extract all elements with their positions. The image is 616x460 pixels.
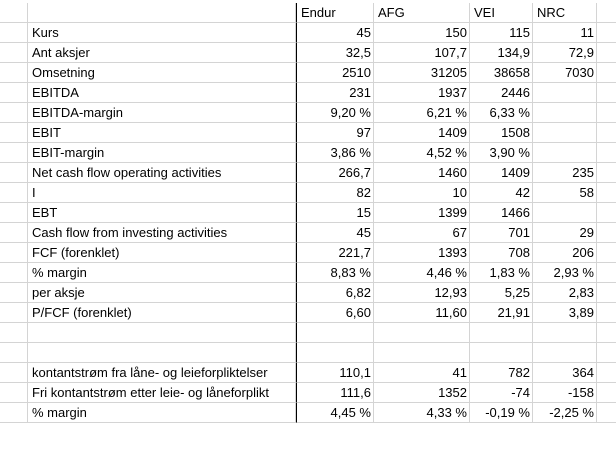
row-label[interactable]: EBIT <box>28 123 296 143</box>
cell-empty[interactable] <box>533 323 597 343</box>
cell-empty[interactable] <box>0 63 28 83</box>
value-cell[interactable]: 1,83 % <box>470 263 533 283</box>
cell-empty[interactable] <box>0 103 28 123</box>
row-label[interactable]: kontantstrøm fra låne- og leieforpliktelser <box>28 363 296 383</box>
value-cell[interactable]: 1508 <box>470 123 533 143</box>
value-cell[interactable]: 4,52 % <box>374 143 470 163</box>
cell-empty[interactable] <box>0 163 28 183</box>
value-cell[interactable]: -74 <box>470 383 533 403</box>
value-cell[interactable]: 11 <box>533 23 597 43</box>
cell-empty[interactable] <box>597 403 616 423</box>
value-cell[interactable]: 134,9 <box>470 43 533 63</box>
value-cell[interactable]: 10 <box>374 183 470 203</box>
row-label[interactable]: P/FCF (forenklet) <box>28 303 296 323</box>
value-cell[interactable]: 6,82 <box>296 283 374 303</box>
value-cell[interactable]: 3,90 % <box>470 143 533 163</box>
row-label[interactable]: per aksje <box>28 283 296 303</box>
row-label[interactable]: EBIT-margin <box>28 143 296 163</box>
cell-empty[interactable] <box>597 103 616 123</box>
cell-empty[interactable] <box>374 343 470 363</box>
cell-empty[interactable] <box>533 343 597 363</box>
cell-empty[interactable] <box>28 323 296 343</box>
table-row <box>0 123 616 143</box>
cell-empty[interactable] <box>0 363 28 383</box>
value-cell[interactable] <box>533 203 597 223</box>
value-cell[interactable]: 45 <box>296 23 374 43</box>
value-cell[interactable]: 111,6 <box>296 383 374 403</box>
cell-empty[interactable] <box>597 303 616 323</box>
cell-empty[interactable] <box>0 203 28 223</box>
value-cell[interactable]: 1466 <box>470 203 533 223</box>
value-cell[interactable]: -2,25 % <box>533 403 597 423</box>
value-cell[interactable]: 1352 <box>374 383 470 403</box>
value-cell[interactable]: 1409 <box>470 163 533 183</box>
cell-empty[interactable] <box>597 203 616 223</box>
value-cell[interactable]: 1937 <box>374 83 470 103</box>
table-row <box>0 163 616 183</box>
cell-empty[interactable] <box>0 43 28 63</box>
value-cell[interactable]: 5,25 <box>470 283 533 303</box>
table-row <box>0 283 616 303</box>
value-cell[interactable]: 150 <box>374 23 470 43</box>
value-cell[interactable]: 8,83 % <box>296 263 374 283</box>
value-cell[interactable]: 2510 <box>296 63 374 83</box>
cell-empty[interactable] <box>0 23 28 43</box>
value-cell[interactable]: 364 <box>533 363 597 383</box>
cell-empty[interactable] <box>0 243 28 263</box>
value-cell[interactable]: 2446 <box>470 83 533 103</box>
row-label[interactable]: Cash flow from investing activities <box>28 223 296 243</box>
header-row <box>0 3 616 23</box>
value-cell[interactable]: 38658 <box>470 63 533 83</box>
row-label[interactable]: % margin <box>28 263 296 283</box>
table-row <box>0 363 616 383</box>
column-header-afg[interactable]: AFG <box>374 3 470 23</box>
table-row <box>0 183 616 203</box>
value-cell[interactable] <box>533 123 597 143</box>
empty-row <box>0 343 616 363</box>
value-cell[interactable]: -0,19 % <box>470 403 533 423</box>
value-cell[interactable]: 72,9 <box>533 43 597 63</box>
table-row <box>0 83 616 103</box>
cell-empty[interactable] <box>597 123 616 143</box>
value-cell[interactable]: 32,5 <box>296 43 374 63</box>
value-cell[interactable]: 1460 <box>374 163 470 183</box>
value-cell[interactable] <box>533 83 597 103</box>
value-cell[interactable]: 15 <box>296 203 374 223</box>
cell-empty[interactable] <box>374 323 470 343</box>
cell-empty[interactable] <box>28 3 296 23</box>
value-cell[interactable]: 1409 <box>374 123 470 143</box>
cell-empty[interactable] <box>597 143 616 163</box>
value-cell[interactable]: 4,46 % <box>374 263 470 283</box>
value-cell[interactable]: 42 <box>470 183 533 203</box>
cell-empty[interactable] <box>0 283 28 303</box>
cell-empty[interactable] <box>597 3 616 23</box>
cell-empty[interactable] <box>597 23 616 43</box>
cell-empty[interactable] <box>0 143 28 163</box>
cell-empty[interactable] <box>597 343 616 363</box>
cell-empty[interactable] <box>296 323 374 343</box>
value-cell[interactable]: 29 <box>533 223 597 243</box>
cell-empty[interactable] <box>0 303 28 323</box>
cell-empty[interactable] <box>597 83 616 103</box>
cell-empty[interactable] <box>597 323 616 343</box>
value-cell[interactable]: 45 <box>296 223 374 243</box>
value-cell[interactable]: 41 <box>374 363 470 383</box>
value-cell[interactable]: -158 <box>533 383 597 403</box>
value-cell[interactable]: 58 <box>533 183 597 203</box>
value-cell[interactable]: 82 <box>296 183 374 203</box>
value-cell[interactable]: 4,45 % <box>296 403 374 423</box>
value-cell[interactable]: 67 <box>374 223 470 243</box>
table-row <box>0 263 616 283</box>
cell-empty[interactable] <box>597 43 616 63</box>
value-cell[interactable]: 2,93 % <box>533 263 597 283</box>
cell-empty[interactable] <box>0 383 28 403</box>
value-cell[interactable]: 3,86 % <box>296 143 374 163</box>
row-label[interactable]: I <box>28 183 296 203</box>
value-cell[interactable]: 3,89 <box>533 303 597 323</box>
value-cell[interactable] <box>533 103 597 123</box>
cell-empty[interactable] <box>0 223 28 243</box>
value-cell[interactable]: 1393 <box>374 243 470 263</box>
cell-empty[interactable] <box>0 123 28 143</box>
value-cell[interactable]: 1399 <box>374 203 470 223</box>
cell-empty[interactable] <box>597 263 616 283</box>
value-cell[interactable]: 782 <box>470 363 533 383</box>
column-header-vei[interactable]: VEI <box>470 3 533 23</box>
row-label[interactable]: Omsetning <box>28 63 296 83</box>
cell-empty[interactable] <box>597 163 616 183</box>
cell-empty[interactable] <box>0 403 28 423</box>
table-row <box>0 143 616 163</box>
row-label[interactable]: % margin <box>28 403 296 423</box>
table-row <box>0 223 616 243</box>
value-cell[interactable]: 12,93 <box>374 283 470 303</box>
value-cell[interactable]: 701 <box>470 223 533 243</box>
cell-empty[interactable] <box>597 363 616 383</box>
value-cell[interactable]: 11,60 <box>374 303 470 323</box>
row-label[interactable]: EBT <box>28 203 296 223</box>
table-row <box>0 303 616 323</box>
value-cell[interactable]: 110,1 <box>296 363 374 383</box>
table-row <box>0 63 616 83</box>
cell-empty[interactable] <box>597 183 616 203</box>
value-cell[interactable]: 266,7 <box>296 163 374 183</box>
cell-empty[interactable] <box>296 343 374 363</box>
cell-empty[interactable] <box>28 343 296 363</box>
value-cell[interactable]: 708 <box>470 243 533 263</box>
value-cell[interactable]: 206 <box>533 243 597 263</box>
cell-empty[interactable] <box>0 263 28 283</box>
empty-row <box>0 323 616 343</box>
cell-empty[interactable] <box>597 243 616 263</box>
value-cell[interactable]: 21,91 <box>470 303 533 323</box>
value-cell[interactable]: 4,33 % <box>374 403 470 423</box>
cell-empty[interactable] <box>0 3 28 23</box>
value-cell[interactable]: 2,83 <box>533 283 597 303</box>
row-label[interactable]: Ant aksjer <box>28 43 296 63</box>
value-cell[interactable]: 6,60 <box>296 303 374 323</box>
cell-empty[interactable] <box>0 83 28 103</box>
column-header-endur[interactable]: Endur <box>296 3 374 23</box>
table-row <box>0 23 616 43</box>
value-cell[interactable]: 231 <box>296 83 374 103</box>
cell-empty[interactable] <box>470 343 533 363</box>
row-label[interactable]: Fri kontantstrøm etter leie- og låneforplikt <box>28 383 296 403</box>
row-label[interactable]: FCF (forenklet) <box>28 243 296 263</box>
column-header-nrc[interactable]: NRC <box>533 3 597 23</box>
table-row <box>0 383 616 403</box>
cell-empty[interactable] <box>0 183 28 203</box>
table-row <box>0 103 616 123</box>
value-cell[interactable]: 31205 <box>374 63 470 83</box>
cell-empty[interactable] <box>597 283 616 303</box>
cell-empty[interactable] <box>597 223 616 243</box>
value-cell[interactable]: 6,21 % <box>374 103 470 123</box>
row-label[interactable]: EBITDA <box>28 83 296 103</box>
cell-empty[interactable] <box>0 323 28 343</box>
value-cell[interactable] <box>533 143 597 163</box>
value-cell[interactable]: 221,7 <box>296 243 374 263</box>
cell-empty[interactable] <box>597 383 616 403</box>
table-row <box>0 243 616 263</box>
table-row <box>0 43 616 63</box>
table-row <box>0 403 616 423</box>
cell-empty[interactable] <box>0 343 28 363</box>
row-label[interactable]: Kurs <box>28 23 296 43</box>
value-cell[interactable]: 7030 <box>533 63 597 83</box>
table-row <box>0 203 616 223</box>
value-cell[interactable]: 6,33 % <box>470 103 533 123</box>
row-label[interactable]: Net cash flow operating activities <box>28 163 296 183</box>
value-cell[interactable]: 115 <box>470 23 533 43</box>
cell-empty[interactable] <box>470 323 533 343</box>
value-cell[interactable]: 235 <box>533 163 597 183</box>
value-cell[interactable]: 107,7 <box>374 43 470 63</box>
cell-empty[interactable] <box>597 63 616 83</box>
value-cell[interactable]: 97 <box>296 123 374 143</box>
row-label[interactable]: EBITDA-margin <box>28 103 296 123</box>
value-cell[interactable]: 9,20 % <box>296 103 374 123</box>
